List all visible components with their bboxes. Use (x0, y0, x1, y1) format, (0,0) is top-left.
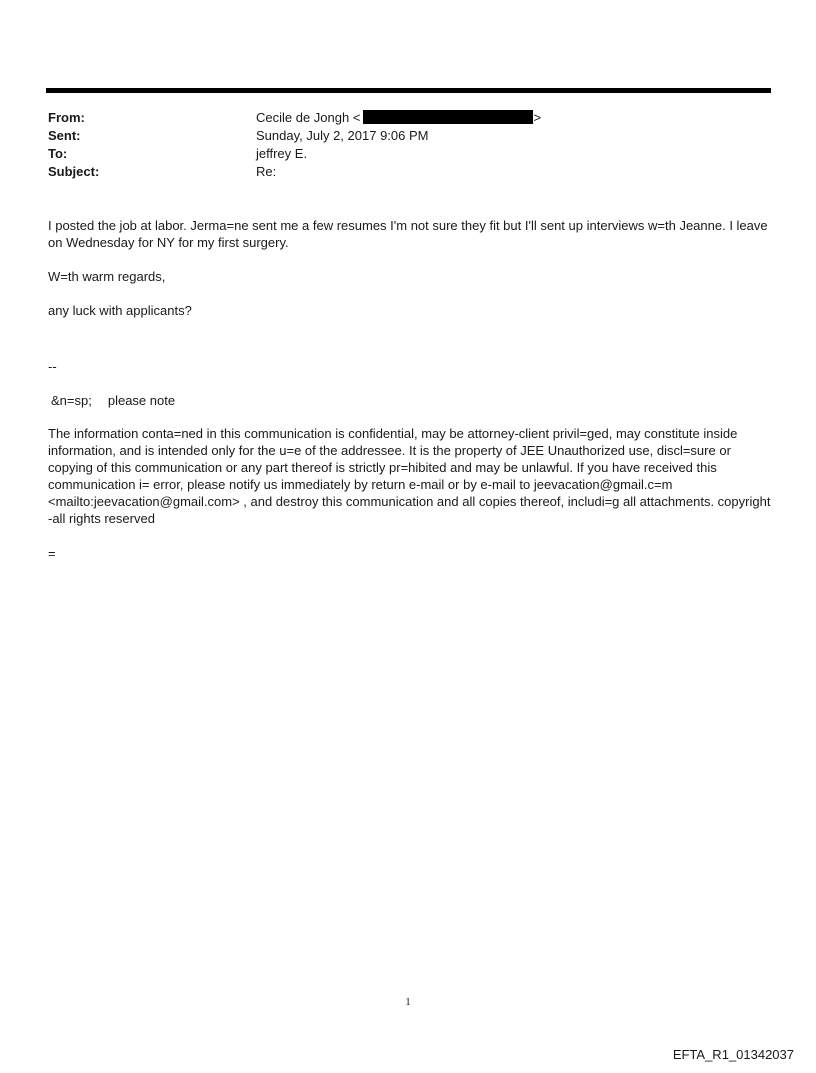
to-row (48, 144, 768, 162)
disclaimer: The information conta=ned in this communication is confidential, may be attorney-client privil=ged, may constitute inside information, and is intended only for the u=e of the addressee. It is the property of JEE Unauthorized use, discl=sure or copying of this communication or any part thereof is strictly pr=hibited and may be unlawful. If you have received this communication i= error, please notify us immediately by return e-mail or by e-mail to jeevacation@gmail.c=m <mailto:jeevacation@gmail.com> , and destroy this communication and all copies thereof, includi=g all attachments. copyright -all rights reserved (48, 426, 771, 526)
quoted-question: any luck with applicants? (48, 303, 192, 318)
to-label: To: (48, 145, 68, 161)
note-prefix: &n=sp; (51, 393, 92, 408)
trailer: = (48, 546, 56, 561)
subject-value: Re: (256, 163, 277, 179)
to-value: jeffrey E. (256, 145, 308, 161)
from-close-bracket: > (533, 109, 542, 125)
sent-value: Sunday, July 2, 2017 9:06 PM (256, 127, 429, 143)
note-text: please note (107, 393, 176, 408)
sent-row (48, 126, 768, 144)
body-paragraph: I posted the job at labor. Jerma=ne sent me a few resumes I'm not sure they fit but I'll sent up interviews w=th Jeanne. I leave on Wednesday for NY for my first surgery. (48, 218, 768, 250)
from-label: From: (48, 109, 85, 125)
from-open-bracket: < (352, 109, 361, 125)
page-number: 1 (405, 996, 411, 1008)
from-row (48, 108, 768, 126)
note-line (48, 392, 776, 409)
sent-label: Sent: (48, 127, 81, 143)
email-header (48, 108, 768, 180)
subject-label: Subject: (48, 163, 100, 179)
from-value (256, 110, 768, 125)
header-rule (46, 88, 771, 93)
document-id: EFTA_R1_01342037 (672, 1047, 794, 1062)
signoff: W=th warm regards, (48, 269, 166, 284)
email-body (48, 217, 776, 562)
from-name: Cecile de Jongh (256, 109, 350, 125)
subject-row (48, 162, 768, 180)
signature-separator: -- (48, 359, 57, 374)
redaction-box (363, 110, 533, 124)
